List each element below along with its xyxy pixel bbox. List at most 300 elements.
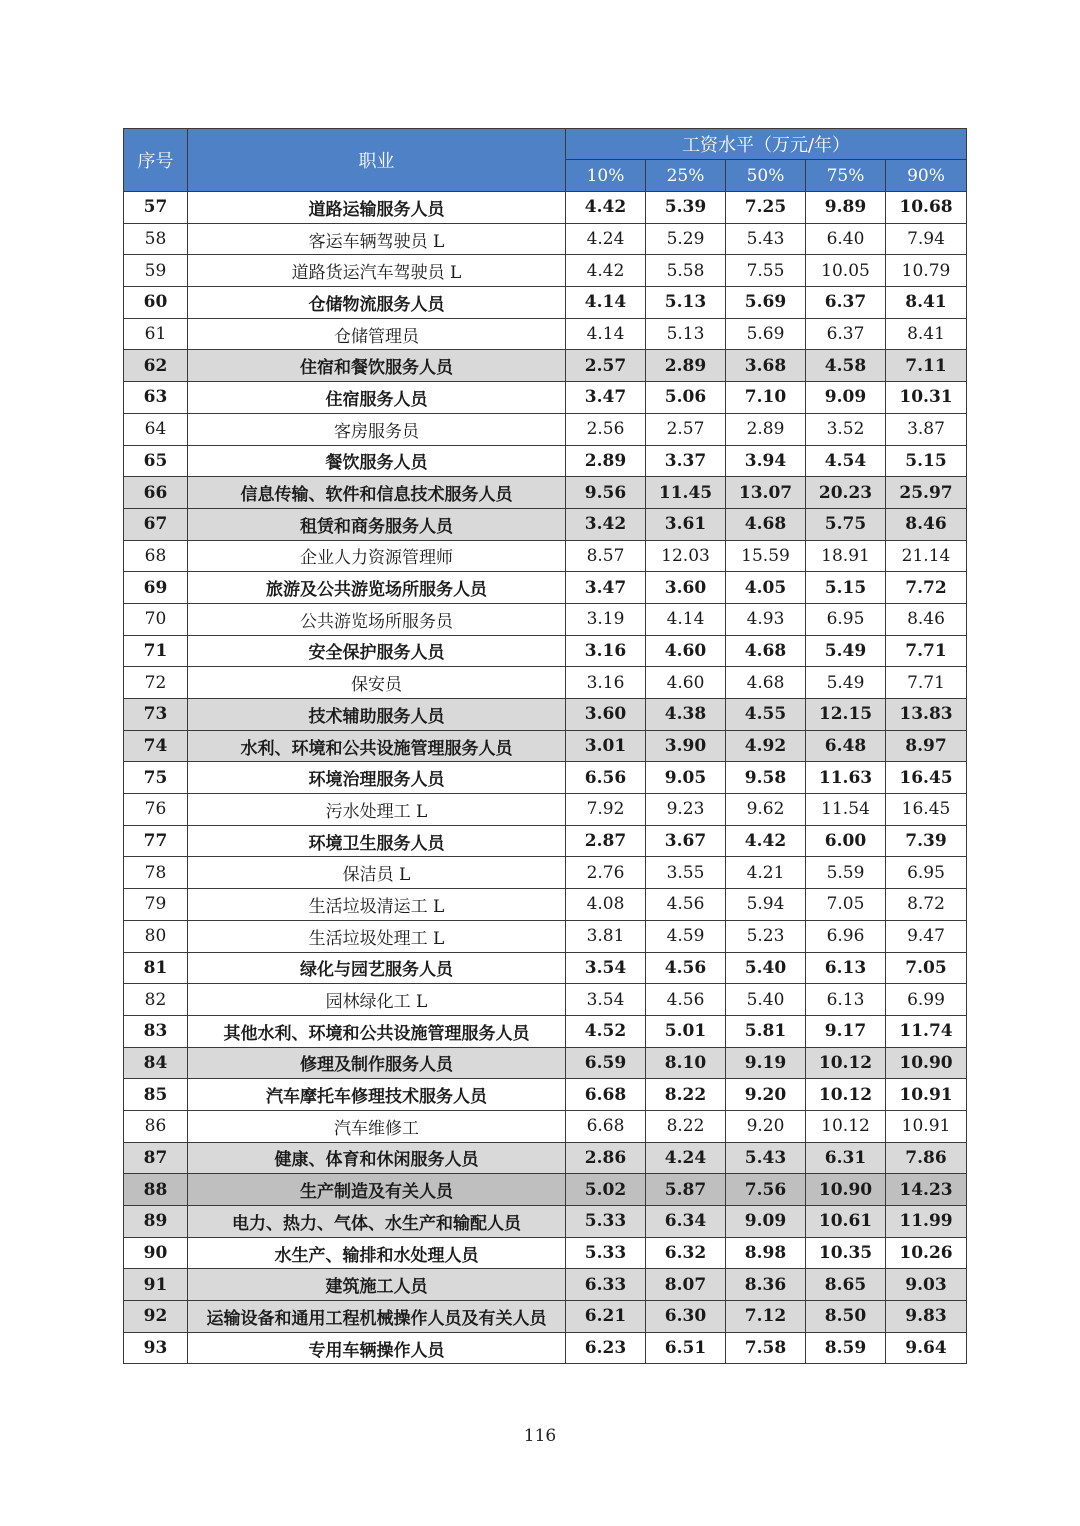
cell-p10: 6.56 xyxy=(566,762,646,794)
table-row xyxy=(124,952,967,984)
cell-index: 57 xyxy=(124,192,188,224)
cell-p75: 10.12 xyxy=(806,1110,886,1142)
cell-p90: 14.23 xyxy=(886,1174,967,1206)
cell-p75: 18.91 xyxy=(806,540,886,572)
cell-index: 88 xyxy=(124,1174,188,1206)
cell-index: 89 xyxy=(124,1206,188,1238)
cell-p90: 8.72 xyxy=(886,889,967,921)
cell-occupation: 污水处理工 L xyxy=(188,794,566,826)
cell-p90: 8.46 xyxy=(886,508,967,540)
cell-p75: 6.31 xyxy=(806,1142,886,1174)
cell-p75: 5.49 xyxy=(806,635,886,667)
cell-p25: 8.07 xyxy=(646,1269,726,1301)
cell-p25: 9.23 xyxy=(646,794,726,826)
cell-p75: 5.59 xyxy=(806,857,886,889)
table-row xyxy=(124,730,967,762)
cell-p75: 4.58 xyxy=(806,350,886,382)
cell-index: 92 xyxy=(124,1301,188,1333)
cell-p25: 5.29 xyxy=(646,223,726,255)
cell-p75: 10.12 xyxy=(806,1047,886,1079)
table-row xyxy=(124,920,967,952)
cell-p10: 3.60 xyxy=(566,699,646,731)
cell-p10: 2.57 xyxy=(566,350,646,382)
cell-occupation: 其他水利、环境和公共设施管理服务人员 xyxy=(188,1015,566,1047)
cell-index: 67 xyxy=(124,508,188,540)
table-row xyxy=(124,889,967,921)
cell-p10: 6.23 xyxy=(566,1332,646,1364)
header-index: 序号 xyxy=(124,129,188,192)
table-row xyxy=(124,1047,967,1079)
table-row xyxy=(124,255,967,287)
cell-occupation: 修理及制作服务人员 xyxy=(188,1047,566,1079)
cell-occupation: 安全保护服务人员 xyxy=(188,635,566,667)
cell-p25: 5.13 xyxy=(646,318,726,350)
cell-index: 61 xyxy=(124,318,188,350)
cell-occupation: 汽车维修工 xyxy=(188,1110,566,1142)
cell-occupation: 保安员 xyxy=(188,667,566,699)
cell-p75: 6.00 xyxy=(806,825,886,857)
table-row xyxy=(124,1174,967,1206)
wage-table xyxy=(123,128,967,1364)
cell-p25: 5.87 xyxy=(646,1174,726,1206)
cell-p50: 15.59 xyxy=(726,540,806,572)
cell-p90: 5.15 xyxy=(886,445,967,477)
cell-p50: 4.55 xyxy=(726,699,806,731)
cell-p10: 3.47 xyxy=(566,382,646,414)
table-row xyxy=(124,984,967,1016)
cell-p50: 9.58 xyxy=(726,762,806,794)
table-row xyxy=(124,540,967,572)
table-row xyxy=(124,287,967,319)
cell-p75: 8.59 xyxy=(806,1332,886,1364)
cell-index: 73 xyxy=(124,699,188,731)
cell-p90: 8.41 xyxy=(886,318,967,350)
cell-index: 86 xyxy=(124,1110,188,1142)
cell-p50: 9.19 xyxy=(726,1047,806,1079)
cell-p90: 10.90 xyxy=(886,1047,967,1079)
cell-p50: 7.10 xyxy=(726,382,806,414)
header-p90: 90% xyxy=(886,160,967,192)
cell-p75: 11.63 xyxy=(806,762,886,794)
cell-p90: 8.41 xyxy=(886,287,967,319)
cell-p50: 2.89 xyxy=(726,413,806,445)
cell-occupation: 电力、热力、气体、水生产和输配人员 xyxy=(188,1206,566,1238)
cell-p75: 10.05 xyxy=(806,255,886,287)
cell-index: 81 xyxy=(124,952,188,984)
header-p50: 50% xyxy=(726,160,806,192)
cell-p25: 3.37 xyxy=(646,445,726,477)
table-row xyxy=(124,445,967,477)
cell-p90: 16.45 xyxy=(886,762,967,794)
cell-p50: 7.25 xyxy=(726,192,806,224)
cell-p75: 7.05 xyxy=(806,889,886,921)
cell-p25: 4.56 xyxy=(646,952,726,984)
cell-index: 76 xyxy=(124,794,188,826)
cell-p10: 3.01 xyxy=(566,730,646,762)
cell-p25: 11.45 xyxy=(646,477,726,509)
cell-p10: 2.89 xyxy=(566,445,646,477)
cell-p10: 4.42 xyxy=(566,255,646,287)
cell-p90: 7.05 xyxy=(886,952,967,984)
cell-p25: 4.24 xyxy=(646,1142,726,1174)
cell-p50: 7.58 xyxy=(726,1332,806,1364)
cell-p90: 7.94 xyxy=(886,223,967,255)
table-row xyxy=(124,382,967,414)
cell-occupation: 道路运输服务人员 xyxy=(188,192,566,224)
cell-p75: 8.65 xyxy=(806,1269,886,1301)
cell-index: 80 xyxy=(124,920,188,952)
cell-p90: 10.31 xyxy=(886,382,967,414)
cell-index: 69 xyxy=(124,572,188,604)
cell-p50: 4.21 xyxy=(726,857,806,889)
cell-p10: 3.81 xyxy=(566,920,646,952)
cell-occupation: 仓储管理员 xyxy=(188,318,566,350)
cell-occupation: 旅游及公共游览场所服务人员 xyxy=(188,572,566,604)
cell-index: 58 xyxy=(124,223,188,255)
cell-p10: 5.33 xyxy=(566,1237,646,1269)
cell-p90: 16.45 xyxy=(886,794,967,826)
cell-p75: 6.96 xyxy=(806,920,886,952)
table-header xyxy=(124,129,967,192)
table-row xyxy=(124,413,967,445)
table-row xyxy=(124,1206,967,1238)
table-row xyxy=(124,1332,967,1364)
table-row xyxy=(124,1015,967,1047)
cell-p50: 5.94 xyxy=(726,889,806,921)
cell-p10: 4.14 xyxy=(566,318,646,350)
cell-p50: 5.40 xyxy=(726,952,806,984)
cell-p10: 9.56 xyxy=(566,477,646,509)
cell-p25: 3.90 xyxy=(646,730,726,762)
table-row xyxy=(124,350,967,382)
cell-p90: 7.39 xyxy=(886,825,967,857)
cell-index: 62 xyxy=(124,350,188,382)
cell-p25: 4.38 xyxy=(646,699,726,731)
cell-p90: 25.97 xyxy=(886,477,967,509)
table-row xyxy=(124,825,967,857)
cell-p90: 8.46 xyxy=(886,603,967,635)
cell-p10: 5.33 xyxy=(566,1206,646,1238)
cell-p50: 4.68 xyxy=(726,635,806,667)
cell-p75: 10.35 xyxy=(806,1237,886,1269)
cell-p10: 6.33 xyxy=(566,1269,646,1301)
cell-p50: 8.36 xyxy=(726,1269,806,1301)
cell-p75: 3.52 xyxy=(806,413,886,445)
cell-p25: 3.55 xyxy=(646,857,726,889)
cell-index: 74 xyxy=(124,730,188,762)
cell-p10: 2.76 xyxy=(566,857,646,889)
cell-p75: 6.37 xyxy=(806,287,886,319)
cell-p50: 9.09 xyxy=(726,1206,806,1238)
cell-p25: 2.89 xyxy=(646,350,726,382)
cell-index: 65 xyxy=(124,445,188,477)
cell-p90: 10.91 xyxy=(886,1110,967,1142)
cell-p75: 6.95 xyxy=(806,603,886,635)
table-row xyxy=(124,1237,967,1269)
cell-p90: 7.11 xyxy=(886,350,967,382)
cell-p90: 8.97 xyxy=(886,730,967,762)
cell-occupation: 信息传输、软件和信息技术服务人员 xyxy=(188,477,566,509)
cell-p75: 6.37 xyxy=(806,318,886,350)
cell-p10: 5.02 xyxy=(566,1174,646,1206)
cell-p50: 7.12 xyxy=(726,1301,806,1333)
cell-p50: 5.69 xyxy=(726,318,806,350)
cell-p10: 2.87 xyxy=(566,825,646,857)
header-wage-level: 工资水平（万元/年） xyxy=(566,129,967,160)
cell-p50: 7.56 xyxy=(726,1174,806,1206)
cell-p90: 6.99 xyxy=(886,984,967,1016)
cell-occupation: 生活垃圾处理工 L xyxy=(188,920,566,952)
cell-p75: 6.48 xyxy=(806,730,886,762)
cell-occupation: 保洁员 L xyxy=(188,857,566,889)
cell-p25: 8.10 xyxy=(646,1047,726,1079)
cell-p10: 3.54 xyxy=(566,984,646,1016)
cell-occupation: 运输设备和通用工程机械操作人员及有关人员 xyxy=(188,1301,566,1333)
cell-p50: 5.40 xyxy=(726,984,806,1016)
cell-p10: 2.86 xyxy=(566,1142,646,1174)
cell-occupation: 生产制造及有关人员 xyxy=(188,1174,566,1206)
cell-index: 70 xyxy=(124,603,188,635)
cell-p75: 4.54 xyxy=(806,445,886,477)
cell-occupation: 水利、环境和公共设施管理服务人员 xyxy=(188,730,566,762)
cell-occupation: 仓储物流服务人员 xyxy=(188,287,566,319)
cell-occupation: 汽车摩托车修理技术服务人员 xyxy=(188,1079,566,1111)
table-row xyxy=(124,603,967,635)
cell-p50: 5.43 xyxy=(726,223,806,255)
cell-p50: 4.92 xyxy=(726,730,806,762)
cell-p50: 4.42 xyxy=(726,825,806,857)
cell-p50: 4.68 xyxy=(726,508,806,540)
cell-p10: 6.21 xyxy=(566,1301,646,1333)
cell-p75: 5.75 xyxy=(806,508,886,540)
cell-p25: 2.57 xyxy=(646,413,726,445)
cell-p25: 4.60 xyxy=(646,635,726,667)
cell-p75: 8.50 xyxy=(806,1301,886,1333)
cell-occupation: 园林绿化工 L xyxy=(188,984,566,1016)
table-row xyxy=(124,635,967,667)
cell-occupation: 生活垃圾清运工 L xyxy=(188,889,566,921)
table-row xyxy=(124,1142,967,1174)
cell-p10: 3.47 xyxy=(566,572,646,604)
cell-p90: 7.72 xyxy=(886,572,967,604)
cell-p90: 9.64 xyxy=(886,1332,967,1364)
cell-index: 71 xyxy=(124,635,188,667)
cell-p90: 9.47 xyxy=(886,920,967,952)
cell-p75: 10.12 xyxy=(806,1079,886,1111)
cell-occupation: 公共游览场所服务员 xyxy=(188,603,566,635)
cell-p75: 6.40 xyxy=(806,223,886,255)
cell-p25: 4.59 xyxy=(646,920,726,952)
cell-p90: 10.68 xyxy=(886,192,967,224)
cell-occupation: 专用车辆操作人员 xyxy=(188,1332,566,1364)
cell-index: 91 xyxy=(124,1269,188,1301)
cell-index: 63 xyxy=(124,382,188,414)
cell-p25: 4.56 xyxy=(646,984,726,1016)
cell-index: 64 xyxy=(124,413,188,445)
cell-p25: 3.60 xyxy=(646,572,726,604)
cell-p90: 6.95 xyxy=(886,857,967,889)
cell-p10: 6.59 xyxy=(566,1047,646,1079)
cell-occupation: 建筑施工人员 xyxy=(188,1269,566,1301)
table-row xyxy=(124,572,967,604)
cell-p90: 9.03 xyxy=(886,1269,967,1301)
header-p25: 25% xyxy=(646,160,726,192)
cell-p10: 8.57 xyxy=(566,540,646,572)
table-row xyxy=(124,1079,967,1111)
cell-p50: 9.20 xyxy=(726,1079,806,1111)
cell-p50: 5.69 xyxy=(726,287,806,319)
cell-index: 87 xyxy=(124,1142,188,1174)
cell-index: 83 xyxy=(124,1015,188,1047)
cell-p25: 5.58 xyxy=(646,255,726,287)
cell-p10: 3.16 xyxy=(566,635,646,667)
table-row xyxy=(124,318,967,350)
cell-p50: 5.43 xyxy=(726,1142,806,1174)
cell-p75: 11.54 xyxy=(806,794,886,826)
cell-p25: 8.22 xyxy=(646,1110,726,1142)
cell-index: 79 xyxy=(124,889,188,921)
cell-p50: 9.20 xyxy=(726,1110,806,1142)
table-row xyxy=(124,699,967,731)
cell-occupation: 企业人力资源管理师 xyxy=(188,540,566,572)
cell-p75: 9.09 xyxy=(806,382,886,414)
cell-p25: 12.03 xyxy=(646,540,726,572)
cell-p10: 4.52 xyxy=(566,1015,646,1047)
cell-occupation: 健康、体育和休闲服务人员 xyxy=(188,1142,566,1174)
cell-p10: 4.42 xyxy=(566,192,646,224)
table-row xyxy=(124,857,967,889)
cell-p25: 3.61 xyxy=(646,508,726,540)
cell-p50: 3.68 xyxy=(726,350,806,382)
cell-p75: 9.17 xyxy=(806,1015,886,1047)
cell-index: 90 xyxy=(124,1237,188,1269)
cell-occupation: 住宿服务人员 xyxy=(188,382,566,414)
cell-p10: 7.92 xyxy=(566,794,646,826)
cell-p25: 4.60 xyxy=(646,667,726,699)
cell-occupation: 水生产、输排和水处理人员 xyxy=(188,1237,566,1269)
cell-occupation: 环境卫生服务人员 xyxy=(188,825,566,857)
cell-p25: 6.51 xyxy=(646,1332,726,1364)
cell-p90: 7.71 xyxy=(886,635,967,667)
cell-p10: 6.68 xyxy=(566,1079,646,1111)
header-occupation: 职业 xyxy=(188,129,566,192)
cell-p25: 5.39 xyxy=(646,192,726,224)
table-row xyxy=(124,508,967,540)
cell-index: 66 xyxy=(124,477,188,509)
cell-p25: 6.34 xyxy=(646,1206,726,1238)
table-row xyxy=(124,667,967,699)
table-row xyxy=(124,1269,967,1301)
cell-index: 60 xyxy=(124,287,188,319)
cell-index: 75 xyxy=(124,762,188,794)
cell-p75: 5.49 xyxy=(806,667,886,699)
cell-index: 85 xyxy=(124,1079,188,1111)
cell-p10: 3.54 xyxy=(566,952,646,984)
cell-p90: 13.83 xyxy=(886,699,967,731)
cell-p75: 5.15 xyxy=(806,572,886,604)
cell-p50: 8.98 xyxy=(726,1237,806,1269)
page-number: 116 xyxy=(523,1426,557,1446)
cell-index: 77 xyxy=(124,825,188,857)
cell-p75: 10.90 xyxy=(806,1174,886,1206)
cell-p25: 5.01 xyxy=(646,1015,726,1047)
cell-p10: 4.08 xyxy=(566,889,646,921)
cell-p75: 6.13 xyxy=(806,952,886,984)
cell-p75: 9.89 xyxy=(806,192,886,224)
cell-p90: 10.91 xyxy=(886,1079,967,1111)
cell-occupation: 技术辅助服务人员 xyxy=(188,699,566,731)
cell-p90: 10.79 xyxy=(886,255,967,287)
cell-p90: 3.87 xyxy=(886,413,967,445)
cell-p25: 9.05 xyxy=(646,762,726,794)
cell-p75: 12.15 xyxy=(806,699,886,731)
cell-p25: 5.13 xyxy=(646,287,726,319)
table-row xyxy=(124,762,967,794)
cell-p10: 3.16 xyxy=(566,667,646,699)
table-row xyxy=(124,223,967,255)
cell-p50: 13.07 xyxy=(726,477,806,509)
cell-p50: 5.23 xyxy=(726,920,806,952)
cell-p50: 4.68 xyxy=(726,667,806,699)
header-p10: 10% xyxy=(566,160,646,192)
cell-occupation: 绿化与园艺服务人员 xyxy=(188,952,566,984)
table-row xyxy=(124,1110,967,1142)
cell-p90: 7.71 xyxy=(886,667,967,699)
cell-p50: 5.81 xyxy=(726,1015,806,1047)
cell-occupation: 道路货运汽车驾驶员 L xyxy=(188,255,566,287)
cell-p90: 9.83 xyxy=(886,1301,967,1333)
cell-p75: 10.61 xyxy=(806,1206,886,1238)
cell-p50: 4.05 xyxy=(726,572,806,604)
cell-index: 78 xyxy=(124,857,188,889)
cell-p10: 4.14 xyxy=(566,287,646,319)
table-row xyxy=(124,794,967,826)
cell-p90: 11.74 xyxy=(886,1015,967,1047)
cell-p75: 20.23 xyxy=(806,477,886,509)
cell-p25: 4.14 xyxy=(646,603,726,635)
cell-index: 68 xyxy=(124,540,188,572)
cell-index: 84 xyxy=(124,1047,188,1079)
cell-p50: 4.93 xyxy=(726,603,806,635)
cell-occupation: 餐饮服务人员 xyxy=(188,445,566,477)
cell-occupation: 客房服务员 xyxy=(188,413,566,445)
cell-p90: 7.86 xyxy=(886,1142,967,1174)
cell-p25: 4.56 xyxy=(646,889,726,921)
cell-p50: 3.94 xyxy=(726,445,806,477)
table-row xyxy=(124,192,967,224)
cell-p90: 11.99 xyxy=(886,1206,967,1238)
cell-p25: 6.32 xyxy=(646,1237,726,1269)
cell-index: 93 xyxy=(124,1332,188,1364)
table-body xyxy=(124,192,967,1364)
cell-p50: 7.55 xyxy=(726,255,806,287)
cell-p10: 3.42 xyxy=(566,508,646,540)
cell-p25: 3.67 xyxy=(646,825,726,857)
table-row xyxy=(124,1301,967,1333)
cell-index: 59 xyxy=(124,255,188,287)
cell-p25: 6.30 xyxy=(646,1301,726,1333)
cell-p10: 3.19 xyxy=(566,603,646,635)
cell-p90: 10.26 xyxy=(886,1237,967,1269)
cell-index: 72 xyxy=(124,667,188,699)
cell-occupation: 住宿和餐饮服务人员 xyxy=(188,350,566,382)
cell-p10: 4.24 xyxy=(566,223,646,255)
cell-index: 82 xyxy=(124,984,188,1016)
header-p75: 75% xyxy=(806,160,886,192)
cell-occupation: 租赁和商务服务人员 xyxy=(188,508,566,540)
table-row xyxy=(124,477,967,509)
cell-occupation: 客运车辆驾驶员 L xyxy=(188,223,566,255)
